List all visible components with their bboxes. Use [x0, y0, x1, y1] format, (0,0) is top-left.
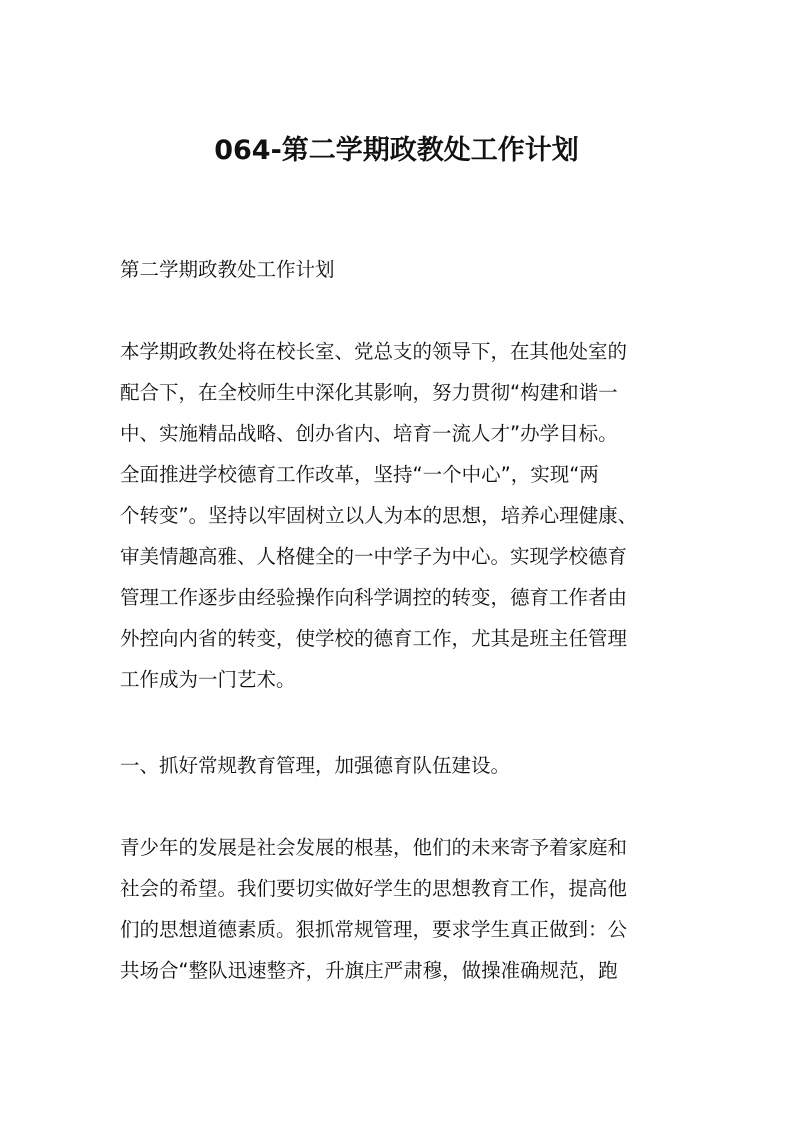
paragraph-line: 工作成为一门艺术。: [120, 668, 296, 691]
section-heading: 一、抓好常规教育管理，加强德育队伍建设。: [120, 754, 511, 777]
paragraph-line: 个转变”。坚持以牢固树立以人为本的思想，培养心理健康、: [120, 504, 638, 527]
paragraph-line: 配合下，在全校师生中深化其影响，努力贯彻“构建和谐一: [120, 381, 618, 404]
document-title: 064-第二学期政教处工作计划: [214, 135, 579, 166]
document-subtitle: 第二学期政教处工作计划: [120, 258, 335, 281]
paragraph-line: 青少年的发展是社会发展的根基，他们的未来寄予着家庭和: [120, 836, 628, 859]
paragraph-line: 全面推进学校德育工作改革，坚持“一个中心”，实现“两: [120, 463, 599, 486]
paragraph-line: 审美情趣高雅、人格健全的一中学子为中心。实现学校德育: [120, 545, 628, 568]
paragraph-line: 外控向内省的转变，使学校的德育工作，尤其是班主任管理: [120, 627, 628, 650]
paragraph-line: 共场合“整队迅速整齐，升旗庄严肃穆，做操准确规范，跑: [120, 959, 618, 982]
paragraph-line: 中、实施精品战略、创办省内、培育一流人才”办学目标。: [120, 422, 618, 445]
paragraph-line: 们的思想道德素质。狠抓常规管理，要求学生真正做到：公: [120, 918, 628, 941]
paragraph-line: 社会的希望。我们要切实做好学生的思想教育工作，提高他: [120, 877, 628, 900]
paragraph-line: 管理工作逐步由经验操作向科学调控的转变，德育工作者由: [120, 586, 628, 609]
paragraph-line: 本学期政教处将在校长室、党总支的领导下，在其他处室的: [120, 340, 628, 363]
